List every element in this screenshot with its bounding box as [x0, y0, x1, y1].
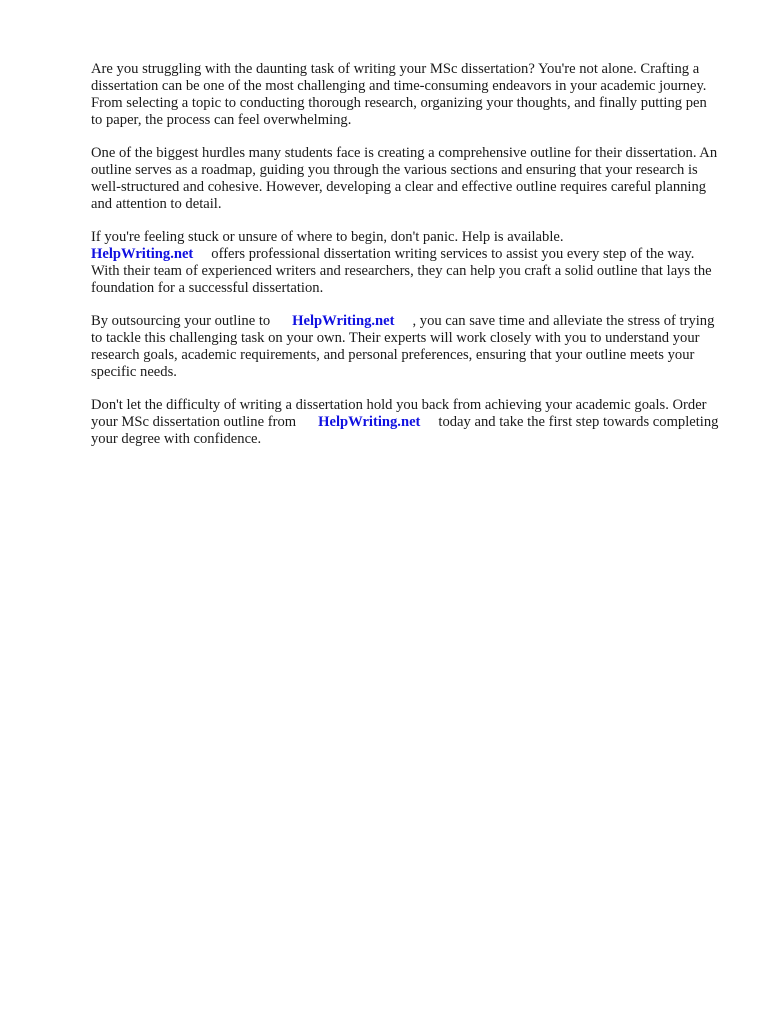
helpwriting-link-3[interactable]: HelpWriting.net [318, 414, 421, 430]
paragraph-call-to-action-text: Don't let the difficulty of writing a dissertation hold you back from achieving your academic goals. Order your MSc dissertation outline from [91, 397, 707, 430]
paragraph-help-available-text-after: offers professional dissertation writing services to assist you every step of the way. With their team of experienced writers and researchers, they can help you craft a solid outline that lays the foundation for a successful dissertation. [91, 246, 712, 296]
paragraph-call-to-action-text-after: today and take the first step towards completing your degree with confidence. [91, 414, 719, 447]
helpwriting-link-2[interactable]: HelpWriting.net [292, 313, 395, 329]
paragraph-outline-hurdles [91, 145, 721, 213]
paragraph-help-available-text: If you're feeling stuck or unsure of where to begin, don't panic. Help is available. [91, 229, 564, 245]
paragraph-outline-hurdles-text: One of the biggest hurdles many students face is creating a comprehensive outline for their dissertation. An outline serves as a roadmap, guiding you through the various sections and ensuring that your research is well-structured and cohesive. However, developing a clear and effective outline requires careful planning and attention to detail. [91, 145, 718, 212]
helpwriting-link-1[interactable]: HelpWriting.net [91, 246, 194, 262]
paragraph-help-available [91, 229, 721, 297]
paragraph-outsourcing-text: By outsourcing your outline to [91, 313, 271, 329]
paragraph-outsourcing-text-after: , you can save time and alleviate the stress of trying to tackle this challenging task on your own. Their experts will work closely with you to understand your research goals, academic requirements, and personal preferences, ensuring that your outline meets your specific needs. [91, 313, 715, 380]
paragraph-intro-text: Are you struggling with the daunting task of writing your MSc dissertation? You're not alone. Crafting a dissertation can be one of the most challenging and time-consuming endeavors in your academic journey. From selecting a topic to conducting thorough research, organizing your thoughts, and finally putting pen to paper, the process can feel overwhelming. [91, 61, 707, 128]
document-body [91, 61, 721, 464]
paragraph-outsourcing [91, 313, 721, 381]
paragraph-intro [91, 61, 721, 129]
paragraph-call-to-action [91, 397, 721, 448]
